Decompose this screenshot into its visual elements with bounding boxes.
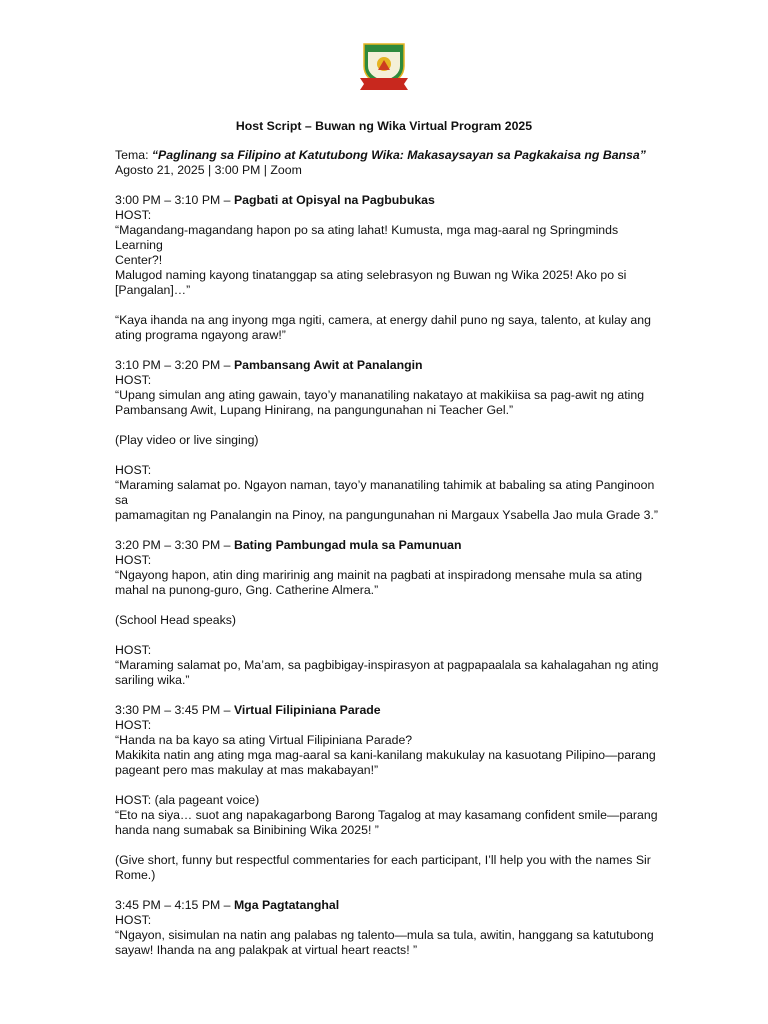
section-title: Pagbati at Opisyal na Pagbubukas	[233, 193, 435, 207]
spacer	[115, 418, 660, 433]
section-title: Pambansang Awit at Panalangin	[233, 358, 423, 372]
script-line: (Give short, funny but respectful commentaries for each participant, I’ll help you with the names Sir	[115, 853, 651, 867]
section-time: 3:20 PM – 3:30 PM –	[115, 538, 234, 552]
script-line: “Ngayong hapon, atin ding maririnig ang mainit na pagbati at inspiradong mensahe mula sa ating	[115, 568, 643, 582]
section-time: 3:10 PM – 3:20 PM –	[115, 358, 234, 372]
school-seal-icon	[356, 40, 412, 92]
section-heading	[115, 898, 660, 913]
script-line: “Kaya ihanda na ang inyong mga ngiti, camera, at energy dahil puno ng saya, talento, at kulay ang	[115, 313, 651, 327]
script-line: sayaw! Ihanda na ang palakpak at virtual heart reacts! ”	[115, 943, 418, 957]
section-time: 3:00 PM – 3:10 PM –	[115, 193, 234, 207]
section-heading	[115, 193, 660, 208]
spacer	[115, 598, 660, 613]
section-title: Bating Pambungad mula sa Pamunuan	[233, 538, 462, 552]
spacer	[115, 883, 660, 898]
script-line: Pambansang Awit, Lupang Hinirang, na pangungunahan ni Teacher Gel.”	[115, 403, 514, 417]
script-line: pageant pero mas makulay at mas makabayan!”	[115, 763, 379, 777]
script-line: “Handa na ba kayo sa ating Virtual Filipiniana Parade?	[115, 733, 413, 747]
script-line: HOST:	[115, 913, 152, 927]
script-line: HOST:	[115, 373, 152, 387]
theme-label: Tema:	[115, 148, 152, 162]
script-line: HOST:	[115, 463, 152, 477]
script-line: Makikita natin ang ating mga mag-aaral sa kani-kanilang makukulay na kasuotang Pilipino—parang	[115, 748, 656, 762]
section-title: Virtual Filipiniana Parade	[233, 703, 381, 717]
script-line: Rome.)	[115, 868, 156, 882]
theme-value: “Paglinang sa Filipino at Katutubong Wika: Makasaysayan sa Pagkakaisa ng Bansa”	[151, 148, 646, 162]
document-title: Host Script – Buwan ng Wika Virtual Program 2025	[235, 119, 533, 133]
script-line: “Upang simulan ang ating gawain, tayo’y mananatiling nakatayo at makikiisa sa pag-awit ng ating	[115, 388, 645, 402]
section-heading	[115, 358, 660, 373]
program-section	[115, 193, 660, 358]
date-line: Agosto 21, 2025 | 3:00 PM | Zoom	[115, 163, 302, 177]
script-line: HOST:	[115, 208, 152, 222]
script-line: “Eto na siya… suot ang napakagarbong Barong Tagalog at may kasamang confident smile—parang	[115, 808, 658, 822]
section-heading	[115, 538, 660, 553]
spacer	[115, 448, 660, 463]
script-line: (Play video or live singing)	[115, 433, 259, 447]
spacer	[115, 838, 660, 853]
script-line: handa nang sumabak sa Binibining Wika 2025! ”	[115, 823, 379, 837]
script-line: HOST: (ala pageant voice)	[115, 793, 260, 807]
section-time: 3:45 PM – 4:15 PM –	[115, 898, 234, 912]
spacer	[115, 178, 660, 193]
script-line: pamamagitan ng Panalangin na Pinoy, na pangungunahan ni Margaux Ysabella Jao mula Grade 3.”	[115, 508, 659, 522]
program-section	[115, 703, 660, 898]
script-line: [Pangalan]…”	[115, 283, 191, 297]
program-section	[115, 538, 660, 703]
section-title: Mga Pagtatanghal	[233, 898, 340, 912]
spacer	[115, 343, 660, 358]
script-line: Malugod naming kayong tinatanggap sa ating selebrasyon ng Buwan ng Wika 2025! Ako po si	[115, 268, 627, 282]
spacer	[115, 628, 660, 643]
program-section	[115, 358, 660, 538]
spacer	[115, 523, 660, 538]
script-line: “Magandang-magandang hapon po sa ating lahat! Kumusta, mga mag-aaral ng Springminds Learning	[115, 223, 619, 252]
section-time: 3:30 PM – 3:45 PM –	[115, 703, 234, 717]
section-heading	[115, 703, 660, 718]
script-line: Center?!	[115, 253, 163, 267]
script-body	[115, 148, 660, 958]
script-line: “Maraming salamat po, Ma’am, sa pagbibigay-inspirasyon at pagpapaalala sa kahalagahan ng ating	[115, 658, 659, 672]
script-line: HOST:	[115, 718, 152, 732]
program-sections	[115, 193, 660, 958]
script-line: “Ngayon, sisimulan na natin ang palabas ng talento—mula sa tula, awitin, hanggang sa katutubong	[115, 928, 654, 942]
script-line: mahal na punong-guro, Gng. Catherine Almera.”	[115, 583, 379, 597]
spacer	[115, 298, 660, 313]
theme-line	[115, 148, 660, 163]
script-line: sariling wika.”	[115, 673, 190, 687]
program-section	[115, 898, 660, 958]
spacer	[115, 778, 660, 793]
script-line: HOST:	[115, 643, 152, 657]
script-line: (School Head speaks)	[115, 613, 236, 627]
spacer	[115, 688, 660, 703]
school-logo	[356, 40, 412, 92]
script-line: “Maraming salamat po. Ngayon naman, tayo’y mananatiling tahimik at babaling sa ating Panginoon sa	[115, 478, 655, 507]
script-line: HOST:	[115, 553, 152, 567]
script-line: ating programa ngayong araw!”	[115, 328, 286, 342]
